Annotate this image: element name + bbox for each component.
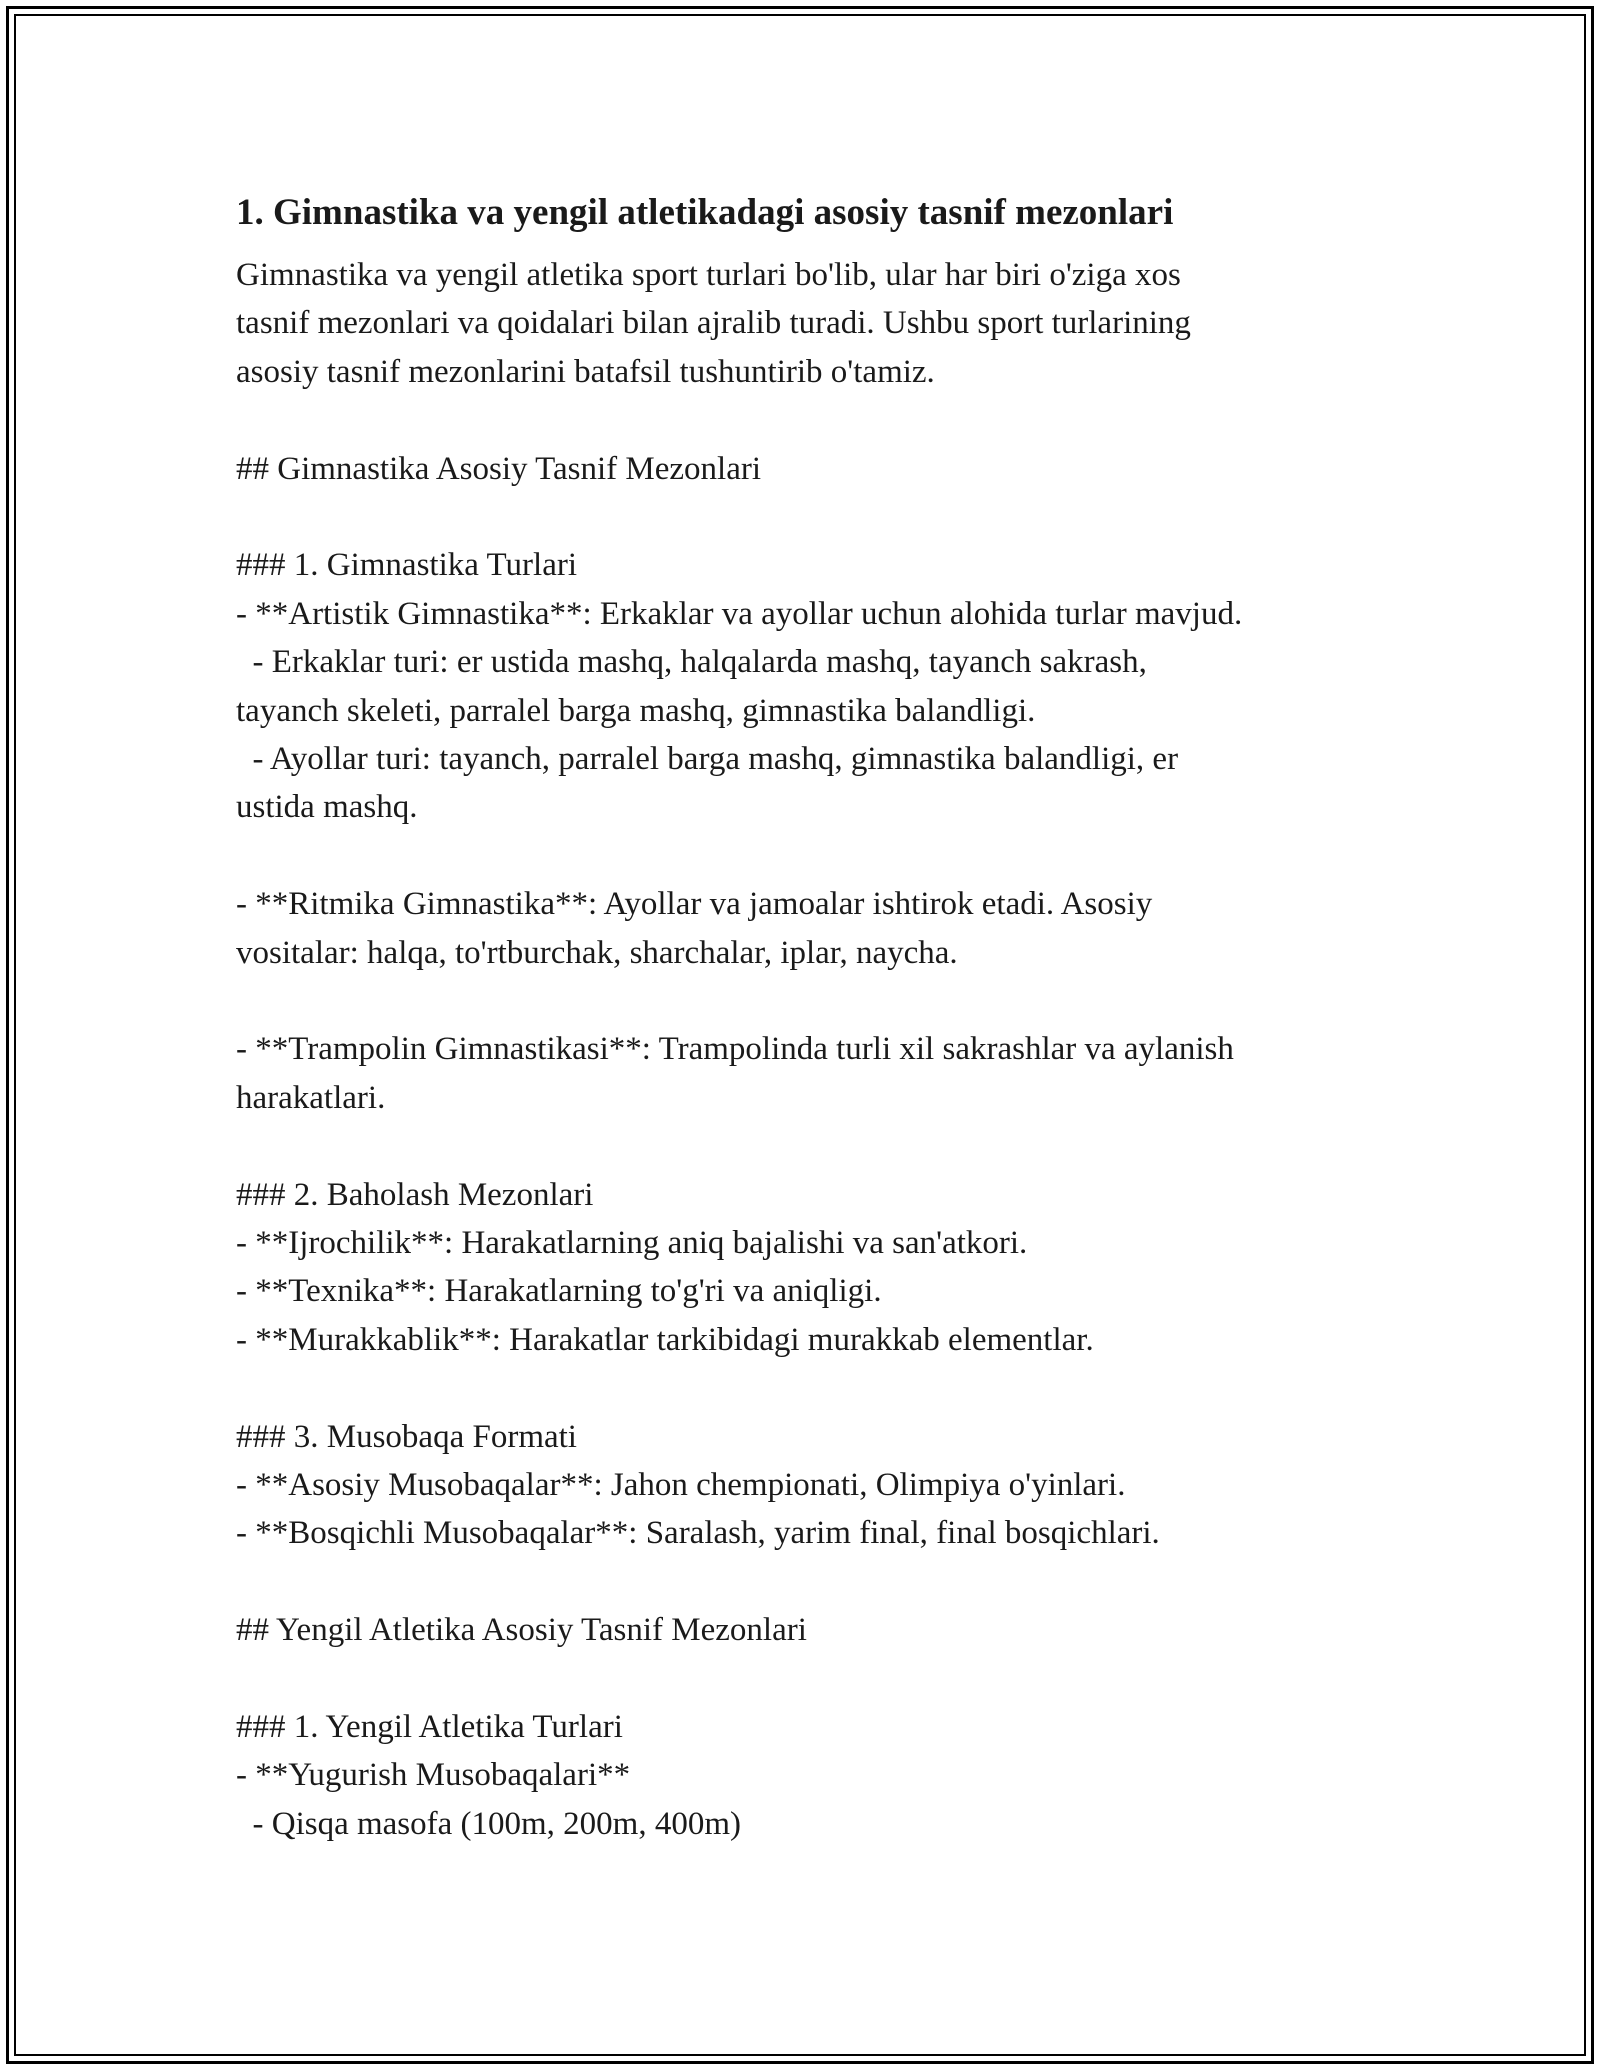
section-heading-line: ## Yengil Atletika Asosiy Tasnif Mezonlari — [236, 1612, 807, 1649]
list-item-line: - **Asosiy Musobaqalar**: Jahon chempionati, Olimpiya o'yinlari. — [236, 1467, 1126, 1504]
subsection-heading-line: ### 1. Yengil Atletika Turlari — [236, 1709, 623, 1746]
text-line: vositalar: halqa, to'rtburchak, sharchalar, iplar, naycha. — [236, 934, 958, 971]
blank-line — [236, 977, 1396, 1025]
list-item-line: - **Ijrochilik**: Harakatlarning aniq bajalishi va san'atkori. — [236, 1225, 1028, 1262]
intro-paragraph — [236, 251, 1396, 396]
list-item-line: - **Bosqichli Musobaqalar**: Saralash, yarim final, final bosqichlari. — [236, 1515, 1160, 1552]
text-line: ustida mashq. — [236, 789, 418, 826]
list-item-line: - Ayollar turi: tayanch, parralel barga mashq, gimnastika balandligi, er — [236, 741, 1179, 778]
list-item-line: - Erkaklar turi: er ustida mashq, halqalarda mashq, tayanch sakrash, — [236, 644, 1147, 681]
intro-line: Gimnastika va yengil atletika sport turlari bo'lib, ular har biri o'ziga xos — [236, 257, 1181, 293]
list-item-line: - **Artistik Gimnastika**: Erkaklar va ayollar uchun alohida turlar mavjud. — [236, 595, 1243, 632]
blank-line — [236, 396, 1396, 444]
intro-line: asosiy tasnif mezonlarini batafsil tushuntirib o'tamiz. — [236, 353, 935, 390]
document-text-lines — [236, 396, 1396, 1848]
intro-line: tasnif mezonlari va qoidalari bilan ajralib turadi. Ushbu sport turlarining — [236, 305, 1191, 342]
blank-line — [236, 832, 1396, 880]
subsection-heading-line: ### 2. Baholash Mezonlari — [236, 1176, 594, 1213]
blank-line — [236, 1558, 1396, 1606]
subsection-heading-line: ### 1. Gimnastika Turlari — [236, 547, 578, 584]
list-item-line: - **Texnika**: Harakatlarning to'g'ri va aniqligi. — [236, 1273, 882, 1310]
list-item-line: - **Trampolin Gimnastikasi**: Trampolinda turli xil sakrashlar va aylanish — [236, 1031, 1234, 1068]
subsection-heading-line: ### 3. Musobaqa Formati — [236, 1418, 577, 1455]
text-line: tayanch skeleti, parralel barga mashq, gimnastika balandligi. — [236, 692, 1036, 729]
document-title: 1. Gimnastika va yengil atletikadagi asosiy tasnif mezonlari — [236, 192, 1174, 233]
text-line: harakatlari. — [236, 1079, 386, 1116]
list-item-line: - **Murakkablik**: Harakatlar tarkibidagi murakkab elementlar. — [236, 1321, 1094, 1358]
blank-line — [236, 493, 1396, 541]
list-item-line: - **Ritmika Gimnastika**: Ayollar va jamoalar ishtirok etadi. Asosiy — [236, 886, 1153, 923]
blank-line — [236, 1655, 1396, 1703]
list-item-line: - Qisqa masofa (100m, 200m, 400m) — [236, 1805, 742, 1842]
document-body — [236, 185, 1396, 1848]
section-heading-line: ## Gimnastika Asosiy Tasnif Mezonlari — [236, 450, 762, 487]
list-item-line: - **Yugurish Musobaqalari** — [236, 1757, 631, 1794]
blank-line — [236, 1122, 1396, 1170]
blank-line — [236, 1364, 1396, 1412]
